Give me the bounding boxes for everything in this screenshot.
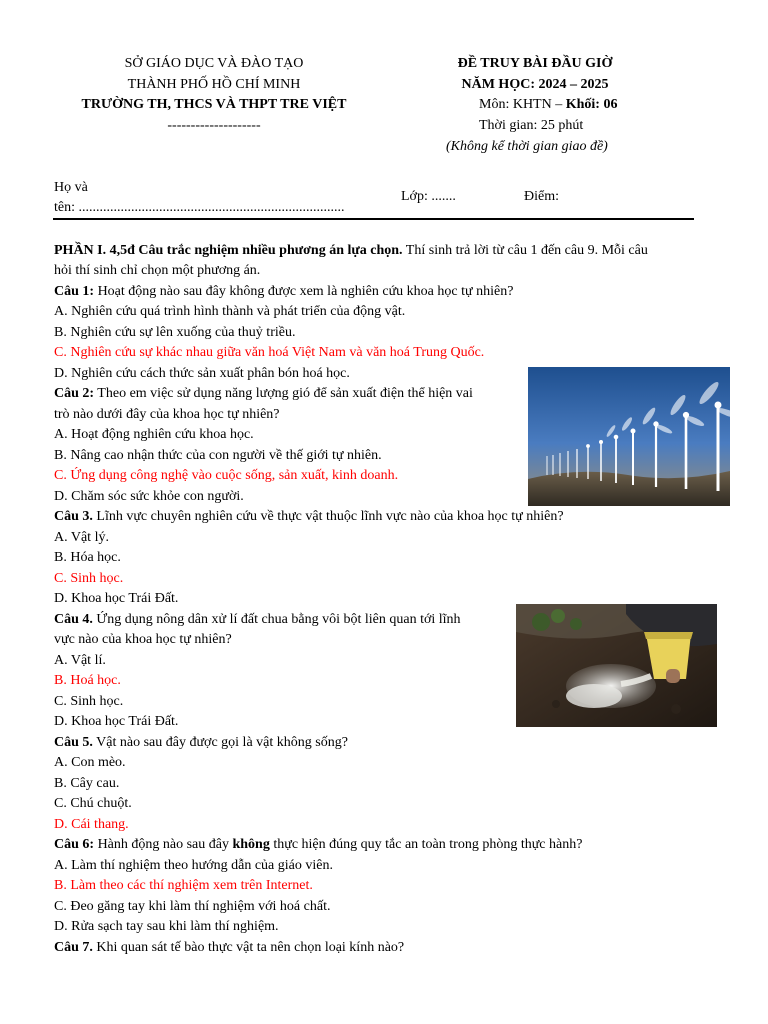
q6-option-a[interactable]: A. Làm thí nghiệm theo hướng dẫn của giáo viên. [54,858,333,873]
q6-option-d[interactable]: D. Rửa sạch tay sau khi làm thí nghiệm. [54,919,279,934]
question-4-text-line2: vực nào của khoa học tự nhiên? [54,632,232,647]
q4-option-a[interactable]: A. Vật lí. [54,653,106,668]
question-6-label: Câu 6: [54,837,95,852]
subject-label: Môn: KHTN – [479,97,566,112]
q5-option-b[interactable]: B. Cây cau. [54,776,120,791]
question-1 [54,282,513,302]
question-1-text: Hoạt động nào sau đây không được xem là nghiên cứu khoa học tự nhiên? [94,284,514,299]
q5-option-c[interactable]: C. Chú chuột. [54,796,132,811]
question-5-text: Vật nào sau đây được gọi là vật không sống? [92,735,348,750]
question-2 [54,384,473,404]
question-4-label: Câu 4. [54,612,93,627]
duration-note: (Không kể thời gian giao đề) [446,139,608,154]
question-6 [54,835,582,855]
name-field[interactable]: tên: ............................................................................ [54,200,345,215]
q2-option-a[interactable]: A. Hoạt động nghiên cứu khoa học. [54,427,254,442]
question-2-label: Câu 2: [54,386,95,401]
q5-option-a[interactable]: A. Con mèo. [54,755,126,770]
q1-option-a[interactable]: A. Nghiên cứu quá trình hình thành và phát triển của động vật. [54,304,406,319]
q1-option-b[interactable]: B. Nghiên cứu sự lên xuống của thuỷ triều. [54,325,296,340]
question-2-text-line2: trò nào dưới đây của khoa học tự nhiên? [54,407,280,422]
name-label-line1: Họ và [54,180,88,195]
grade-label: Khối: 06 [565,97,618,112]
question-3-text: Lĩnh vực chuyên nghiên cứu về thực vật thuộc lĩnh vực nào của khoa học tự nhiên? [92,509,564,524]
question-5 [54,733,348,753]
question-7 [54,938,404,958]
part1-instructions: Thí sinh trả lời từ câu 1 đến câu 9. Mỗi câu [402,243,648,258]
q4-option-d[interactable]: D. Khoa học Trái Đất. [54,714,179,729]
department-name: SỞ GIÁO DỤC VÀ ĐÀO TẠO [124,56,304,71]
exam-duration: Thời gian: 25 phút [479,118,584,133]
part1-instructions-line2: hỏi thí sinh chỉ chọn một phương án. [54,263,261,278]
question-5-label: Câu 5. [54,735,93,750]
school-name: TRƯỜNG TH, THCS VÀ THPT TRE VIỆT [81,97,347,112]
q2-option-d[interactable]: D. Chăm sóc sức khỏe con người. [54,489,244,504]
question-7-text: Khi quan sát tế bào thực vật ta nên chọn loại kính nào? [92,940,405,955]
question-4-text: Ứng dụng nông dân xử lí đất chua bằng vôi bột liên quan tới lĩnh [92,612,461,627]
q6-option-c[interactable]: C. Đeo găng tay khi làm thí nghiệm với hoá chất. [54,899,331,914]
part1-heading [54,241,648,261]
q3-option-a[interactable]: A. Vật lý. [54,530,109,545]
wind-turbines-image [528,367,730,506]
q3-option-b[interactable]: B. Hóa học. [54,550,121,565]
class-field[interactable]: Lớp: ....... [401,189,456,204]
school-year: NĂM HỌC: 2024 – 2025 [461,77,609,92]
exam-title: ĐỀ TRUY BÀI ĐẦU GIỜ [457,56,613,71]
question-6-text-post: thực hiện đúng quy tắc an toàn trong phòng thực hành? [269,837,583,852]
question-3 [54,507,564,527]
q5-option-d[interactable]: D. Cái thang. [54,817,129,832]
question-7-label: Câu 7. [54,940,93,955]
q4-option-b[interactable]: B. Hoá học. [54,673,121,688]
score-field[interactable]: Điểm: [524,189,559,204]
question-1-label: Câu 1: [54,284,95,299]
q3-option-d[interactable]: D. Khoa học Trái Đất. [54,591,179,606]
q1-option-d[interactable]: D. Nghiên cứu cách thức sản xuất phân bón hoá học. [54,366,350,381]
q3-option-c[interactable]: C. Sinh học. [54,571,124,586]
part1-title: PHẦN I. 4,5đ Câu trắc nghiệm nhiều phương án lựa chọn. [54,243,403,258]
lime-soil-image [516,604,717,727]
q2-option-c[interactable]: C. Ứng dụng công nghệ vào cuộc sống, sản xuất, kinh doanh. [54,468,399,483]
question-4 [54,610,461,630]
question-6-emphasis: không [232,837,270,852]
q2-option-b[interactable]: B. Nâng cao nhận thức của con người về thế giới tự nhiên. [54,448,382,463]
question-2-text: Theo em việc sử dụng năng lượng gió để sản xuất điện thể hiện vai [94,386,473,401]
subject-grade [479,97,617,113]
q1-option-c[interactable]: C. Nghiên cứu sự khác nhau giữa văn hoá Việt Nam và văn hoá Trung Quốc. [54,345,485,360]
question-3-label: Câu 3. [54,509,93,524]
q4-option-c[interactable]: C. Sinh học. [54,694,124,709]
header-rule [53,218,694,220]
header-divider-dashes: -------------------- [167,118,261,133]
q6-option-b[interactable]: B. Làm theo các thí nghiệm xem trên Internet. [54,878,313,893]
city-name: THÀNH PHỐ HỒ CHÍ MINH [127,77,301,92]
question-6-text-pre: Hành động nào sau đây [94,837,233,852]
